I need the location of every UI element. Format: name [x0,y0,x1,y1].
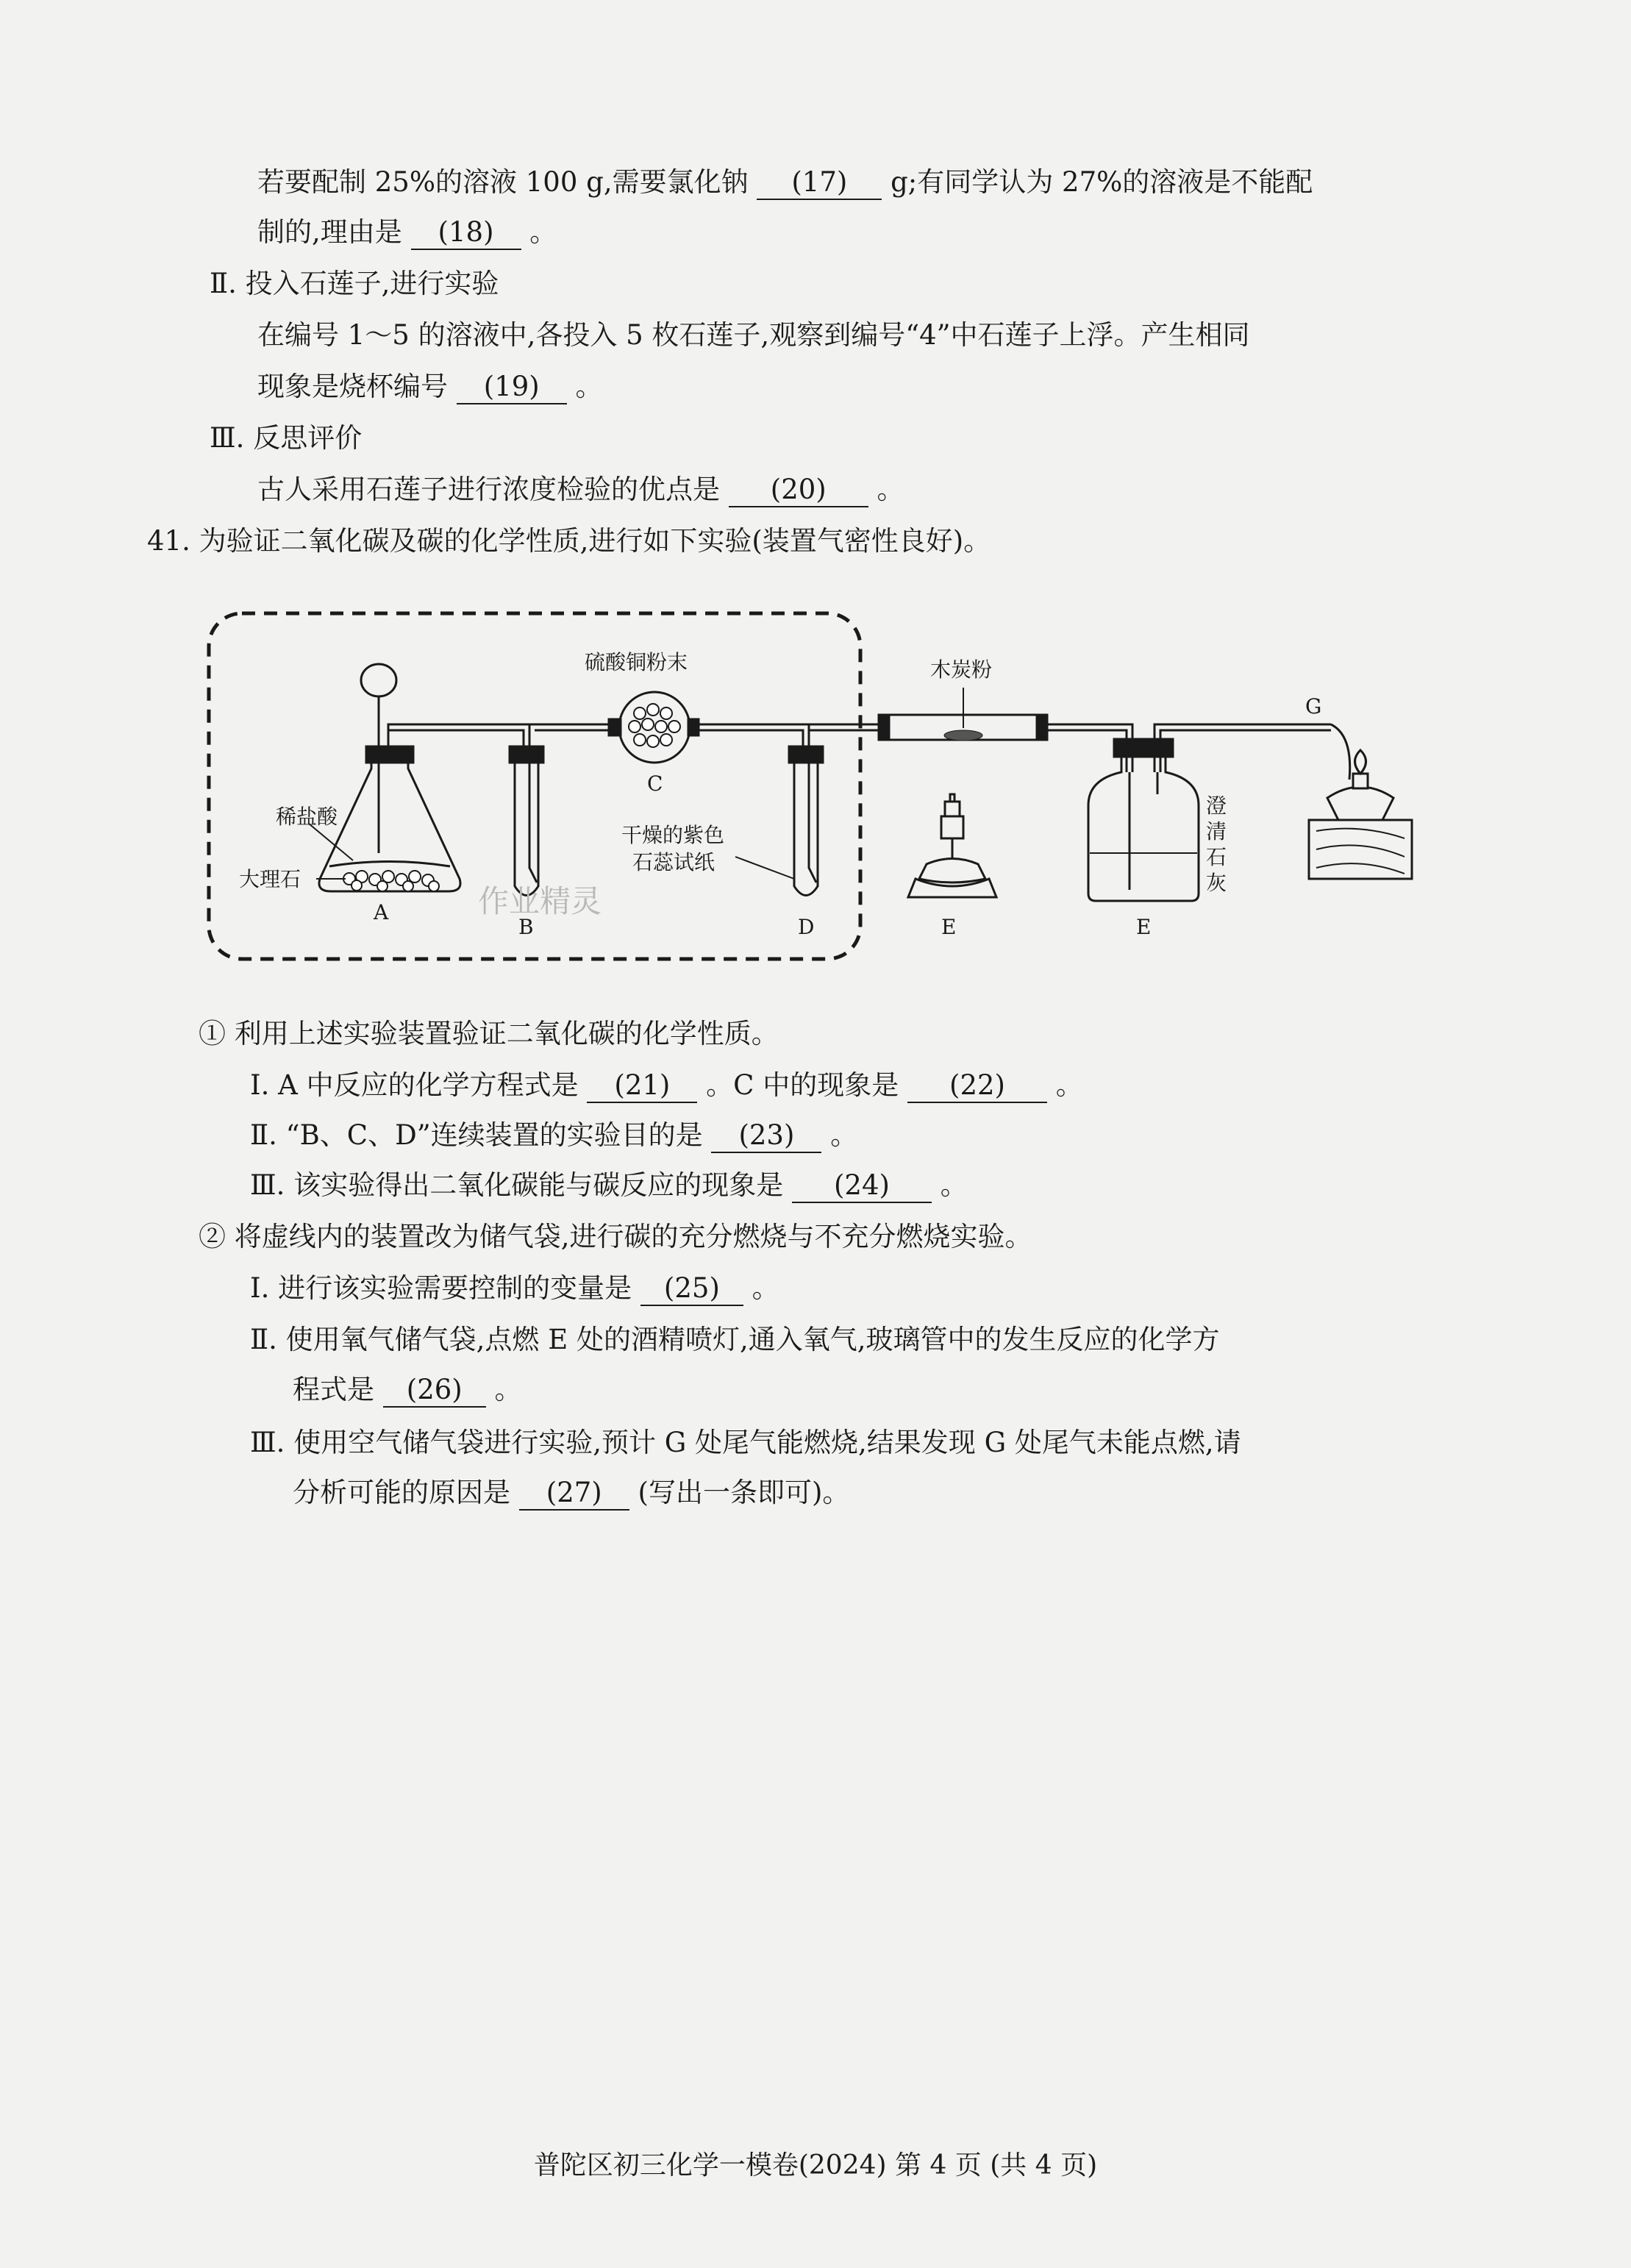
text: 。 [1055,1069,1083,1101]
part2-item-ii-line1: Ⅱ. 使用氧气储气袋,点燃 E 处的酒精喷灯,通入氧气,玻璃管中的发生反应的化学方 [250,1324,1220,1355]
label-limewater-4: 灰 [1206,871,1227,895]
text: Ⅰ. 进行该实验需要控制的变量是 [250,1272,632,1304]
label-limewater-3: 石 [1206,845,1227,869]
text: 。 [752,1272,779,1304]
text: 古人采用石莲子进行浓度检验的优点是 [257,474,720,505]
tube-b [510,746,543,896]
section-heading-ii: Ⅱ. 投入石莲子,进行实验 [210,268,499,299]
part2-item-i [250,1269,779,1308]
label-marble: 大理石 [239,867,301,891]
label-e-bottle: E [1136,915,1152,939]
text-line-19 [257,368,603,406]
text-line-20 [257,471,904,509]
answer-blank-17: (17) [757,166,882,200]
part2-title: ② 将虚线内的装置改为储气袋,进行碳的充分燃烧与不充分燃烧实验。 [199,1221,1032,1252]
answer-blank-20: (20) [729,474,868,507]
part1-item-i [250,1066,1083,1105]
label-limewater-2: 清 [1206,819,1227,844]
label-c: C [647,771,663,796]
answer-blank-18: (18) [411,216,521,250]
limewater-bottle [1088,739,1199,901]
answer-blank-19: (19) [457,371,567,404]
combustion-tube [879,688,1047,741]
text: 若要配制 25%的溶液 100 g,需要氯化钠 [257,166,749,198]
part1-item-iii [250,1166,968,1205]
label-dry-litmus-line1: 干燥的紫色 [621,823,725,847]
text: 。 [529,216,557,248]
text: 现象是烧杯编号 [257,371,448,402]
text: 。C 中的现象是 [706,1069,899,1101]
flask-a [309,664,460,891]
text: Ⅲ. 该实验得出二氧化碳能与碳反应的现象是 [250,1169,784,1201]
label-limewater-1: 澄 [1206,794,1227,818]
label-copper-sulfate: 硫酸铜粉末 [585,650,688,674]
answer-blank-24: (24) [792,1169,932,1203]
text-line-p3: 在编号 1～5 的溶液中,各投入 5 枚石莲子,观察到编号“4”中石莲子上浮。产生相同 [257,319,1250,351]
tube-d [735,746,823,896]
label-d: D [798,915,815,939]
text: Ⅱ. “B、C、D”连续装置的实验目的是 [250,1119,703,1151]
text: 。 [940,1169,968,1201]
label-b: B [518,915,534,939]
label-a: A [374,900,389,924]
part2-item-iii-line2 [293,1474,849,1512]
answer-blank-23: (23) [711,1119,821,1153]
label-hydrochloric-acid: 稀盐酸 [276,805,338,829]
part2-item-iii-line1: Ⅲ. 使用空气储气袋进行实验,预计 G 处尾气能燃烧,结果发现 G 处尾气未能点燃,请 [250,1427,1241,1458]
label-charcoal: 木炭粉 [930,657,993,682]
text-line-18 [257,213,557,252]
spirit-lamp-on-block [1309,724,1412,879]
part1-item-ii [250,1116,857,1155]
text: (写出一条即可)。 [638,1477,850,1508]
label-e-burner: E [941,915,957,939]
text: 。 [494,1374,522,1405]
text: Ⅰ. A 中反应的化学方程式是 [250,1069,579,1101]
answer-blank-27: (27) [519,1477,629,1511]
text-line-17 [257,163,1313,202]
answer-blank-22: (22) [907,1069,1047,1103]
text: g;有同学认为 27%的溶液是不能配 [891,166,1313,198]
label-dry-litmus-line2: 石蕊试纸 [632,850,715,874]
part2-item-ii-line2 [293,1371,522,1409]
bulb-c [609,692,699,763]
text: 分析可能的原因是 [293,1477,510,1508]
part1-title: ① 利用上述实验装置验证二氧化碳的化学性质。 [199,1018,779,1049]
text: 。 [575,371,603,402]
answer-blank-25: (25) [640,1272,743,1306]
watermark-text: 作业精灵 [478,883,602,919]
text: 制的,理由是 [257,216,402,248]
page-footer: 普陀区初三化学一模卷(2024) 第 4 页 (共 4 页) [533,2150,1098,2180]
answer-blank-26: (26) [383,1374,486,1408]
label-g: G [1305,694,1322,718]
answer-blank-21: (21) [587,1069,697,1103]
section-heading-iii: Ⅲ. 反思评价 [210,422,363,454]
alcohol-burner [908,794,996,897]
text: 。 [877,474,904,505]
apparatus-diagram [206,603,1463,978]
text: 程式是 [293,1374,374,1405]
question-41: 41. 为验证二氧化碳及碳的化学性质,进行如下实验(装置气密性良好)。 [147,525,991,557]
text: 。 [830,1119,858,1151]
